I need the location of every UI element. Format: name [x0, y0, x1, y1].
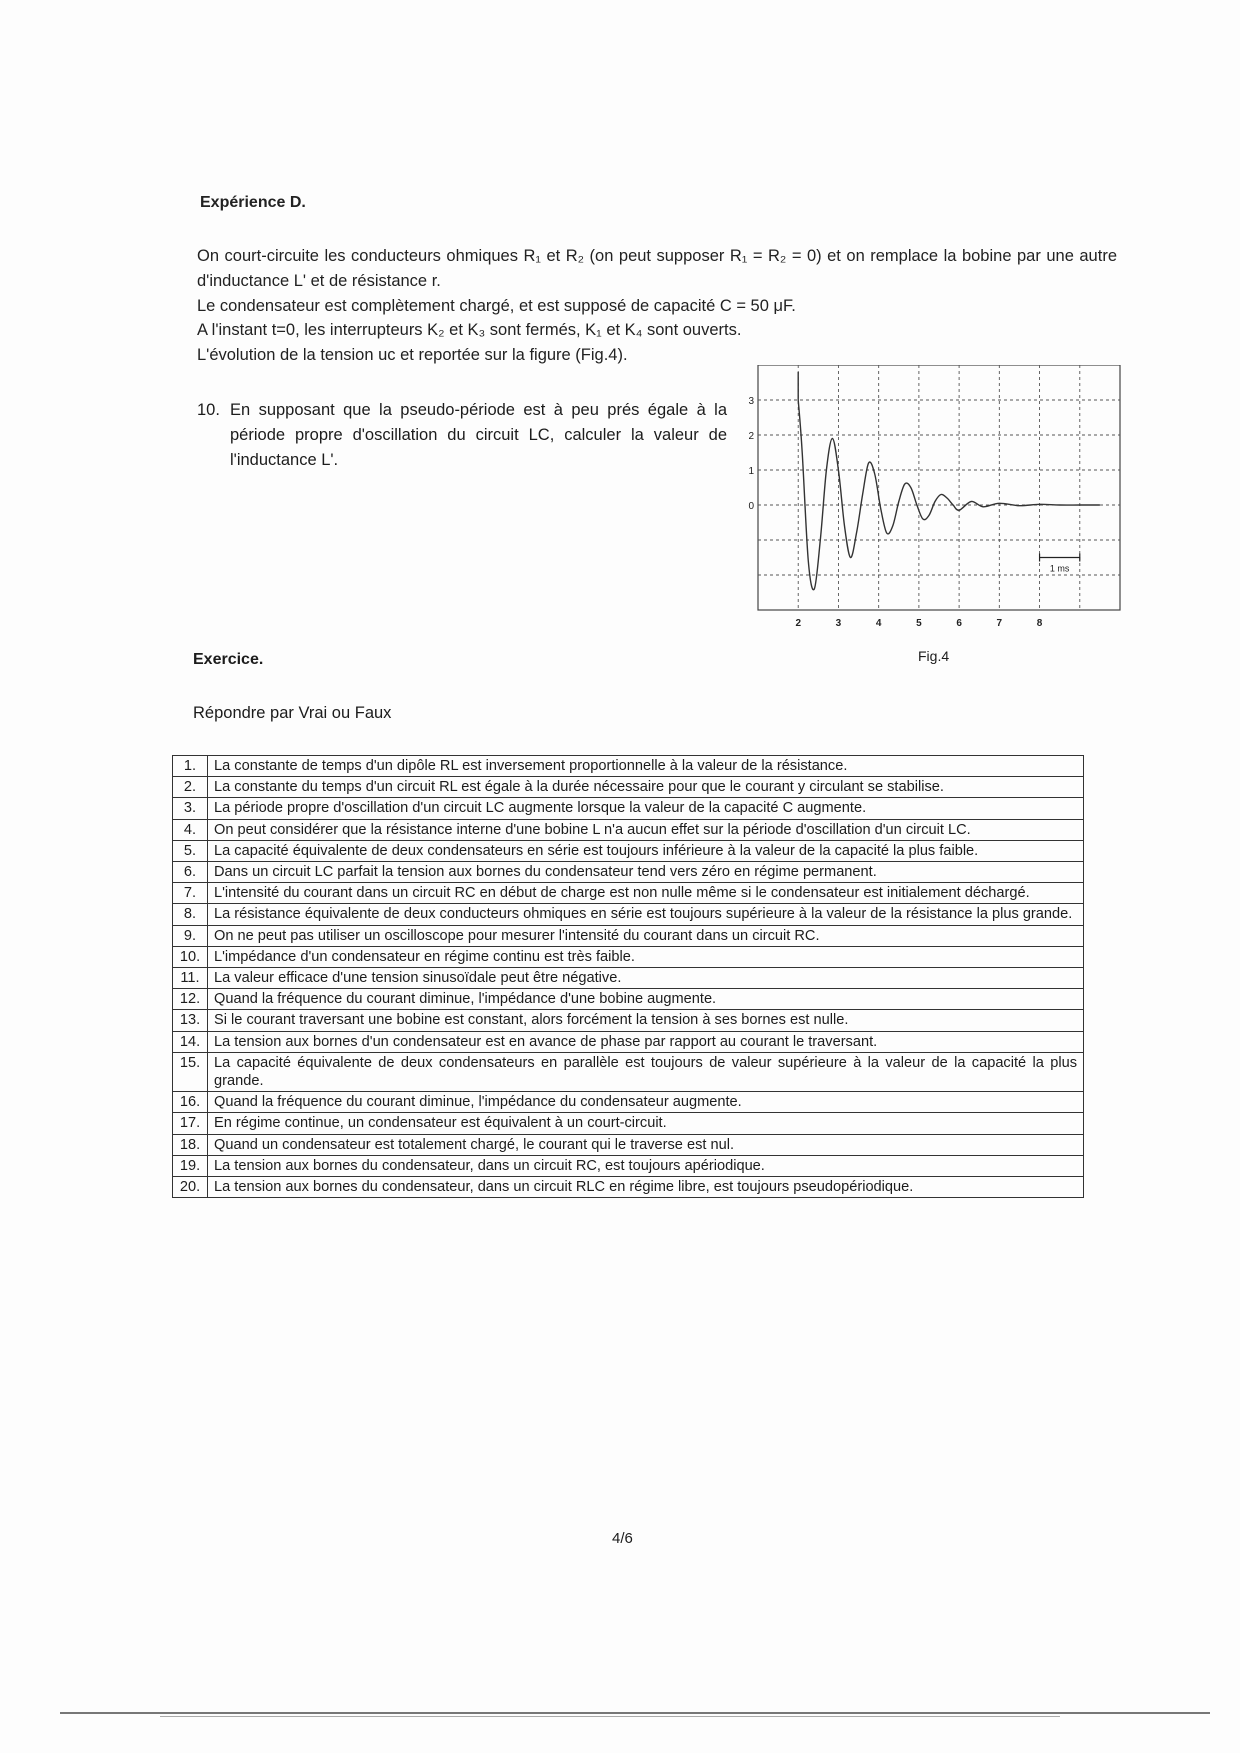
chart-scale-bar-label: 1 ms [1049, 563, 1070, 574]
statement-number: 3. [173, 798, 208, 819]
statement-text: La constante du temps d'un circuit RL est égale à la durée nécessaire pour que le courant y circulant se stabilise. [208, 777, 1084, 798]
figure-4-chart [738, 365, 1128, 640]
statement-text: Si le courant traversant une bobine est constant, alors forcément la tension à ses bornes est nulle. [208, 1010, 1084, 1031]
chart-x-ticks [795, 618, 1042, 629]
statement-text: L'intensité du courant dans un circuit RC en début de charge est non nulle même si le condensateur est initialement déchargé. [208, 883, 1084, 904]
statement-number: 4. [173, 819, 208, 840]
statement-number: 11. [173, 968, 208, 989]
statement-text: La capacité équivalente de deux condensateurs en parallèle est toujours de valeur supérieure à la valeur de la capacité la plus grande. [208, 1052, 1084, 1091]
statement-number: 10. [173, 946, 208, 967]
statement-text: On peut considérer que la résistance interne d'une bobine L n'a aucun effet sur la période d'oscillation d'un circuit LC. [208, 819, 1084, 840]
chart-x-tick-label: 4 [875, 618, 882, 629]
statement-number: 16. [173, 1092, 208, 1113]
table-row [173, 925, 1084, 946]
chart-x-tick-label: 5 [916, 618, 922, 629]
statement-number: 1. [173, 756, 208, 777]
statement-text: En régime continue, un condensateur est équivalent à un court-circuit. [208, 1113, 1084, 1134]
table-row [173, 798, 1084, 819]
paragraph-line1: On court-circuite les conducteurs ohmiques R₁ et R₂ (on peut supposer R₁ = R₂ = 0) et on remplace la bobine par une autre d'inductance L' et de résistance r. [197, 247, 1117, 290]
table-row [173, 1052, 1084, 1091]
statement-number: 5. [173, 840, 208, 861]
chart-x-tick-label: 2 [795, 618, 802, 629]
statement-number: 6. [173, 862, 208, 883]
page-number: 4/6 [612, 1530, 633, 1547]
chart-y-tick-label: 1 [748, 466, 754, 477]
scan-edge-line-secondary [160, 1716, 1060, 1717]
table-row [173, 840, 1084, 861]
chart-y-ticks [748, 396, 754, 512]
chart-y-tick-label: 3 [748, 396, 754, 407]
statement-text: La résistance équivalente de deux conducteurs ohmiques en série est toujours supérieure à la valeur de la résistance la plus grande. [208, 904, 1084, 925]
statement-number: 2. [173, 777, 208, 798]
statement-number: 18. [173, 1134, 208, 1155]
table-row [173, 946, 1084, 967]
table-row [173, 904, 1084, 925]
experience-title: Expérience D. [200, 194, 306, 211]
paragraph-line3: A l'instant t=0, les interrupteurs K₂ et K₃ sont fermés, K₁ et K₄ sont ouverts. [197, 321, 742, 339]
table-row [173, 1113, 1084, 1134]
table-row [173, 1177, 1084, 1198]
statement-number: 7. [173, 883, 208, 904]
exercise-title: Exercice. [193, 651, 264, 668]
statement-text: La valeur efficace d'une tension sinusoïdale peut être négative. [208, 968, 1084, 989]
statement-text: La tension aux bornes du condensateur, dans un circuit RC, est toujours apériodique. [208, 1155, 1084, 1176]
chart-scale-bar [1040, 554, 1080, 574]
table-row [173, 1092, 1084, 1113]
statement-text: La capacité équivalente de deux condensateurs en série est toujours inférieure à la valeur de la capacité la plus faible. [208, 840, 1084, 861]
chart-x-tick-label: 7 [996, 618, 1003, 629]
question-10-text: En supposant que la pseudo-période est à peu prés égale à la période propre d'oscillation du circuit LC, calculer la valeur de l'inductance L'. [230, 401, 727, 469]
scan-edge-line [60, 1712, 1210, 1714]
statement-number: 20. [173, 1177, 208, 1198]
instruction: Répondre par Vrai ou Faux [193, 704, 392, 722]
table-row [173, 1010, 1084, 1031]
statements-table [172, 755, 1084, 1198]
paragraph-line4: L'évolution de la tension uc et reportée sur la figure (Fig.4). [197, 346, 628, 364]
question-10 [197, 398, 727, 473]
statement-text: Quand la fréquence du courant diminue, l'impédance du condensateur augmente. [208, 1092, 1084, 1113]
statement-text: Dans un circuit LC parfait la tension aux bornes du condensateur tend vers zéro en régime permanent. [208, 862, 1084, 883]
table-row [173, 1031, 1084, 1052]
table-row [173, 1134, 1084, 1155]
table-row [173, 989, 1084, 1010]
table-row [173, 883, 1084, 904]
table-row [173, 862, 1084, 883]
paragraph-line2: Le condensateur est complètement chargé, et est supposé de capacité C = 50 μF. [197, 297, 796, 315]
table-row [173, 819, 1084, 840]
statement-number: 8. [173, 904, 208, 925]
statement-number: 17. [173, 1113, 208, 1134]
table-row [173, 777, 1084, 798]
statement-number: 12. [173, 989, 208, 1010]
chart-x-tick-label: 6 [956, 618, 962, 629]
statement-number: 13. [173, 1010, 208, 1031]
statement-text: La période propre d'oscillation d'un circuit LC augmente lorsque la valeur de la capacité C augmente. [208, 798, 1084, 819]
statement-number: 9. [173, 925, 208, 946]
statement-text: Quand un condensateur est totalement chargé, le courant qui le traverse est nul. [208, 1134, 1084, 1155]
table-row [173, 1155, 1084, 1176]
chart-x-tick-label: 3 [835, 618, 842, 629]
chart-y-tick-label: 0 [748, 501, 754, 512]
table-row [173, 756, 1084, 777]
statement-text: La constante de temps d'un dipôle RL est inversement proportionnelle à la valeur de la résistance. [208, 756, 1084, 777]
statement-text: La tension aux bornes d'un condensateur est en avance de phase par rapport au courant le traversant. [208, 1031, 1084, 1052]
figure-caption: Fig.4 [918, 648, 950, 664]
table-row [173, 968, 1084, 989]
statement-number: 19. [173, 1155, 208, 1176]
statement-text: L'impédance d'un condensateur en régime continu est très faible. [208, 946, 1084, 967]
statement-number: 15. [173, 1052, 208, 1091]
statement-text: Quand la fréquence du courant diminue, l'impédance d'une bobine augmente. [208, 989, 1084, 1010]
statement-text: On ne peut pas utiliser un oscilloscope pour mesurer l'intensité du courant dans un circuit RC. [208, 925, 1084, 946]
question-10-number: 10. [197, 401, 220, 419]
statement-number: 14. [173, 1031, 208, 1052]
chart-y-tick-label: 2 [748, 431, 754, 442]
chart-x-tick-label: 8 [1036, 618, 1043, 629]
statement-text: La tension aux bornes du condensateur, dans un circuit RLC en régime libre, est toujours pseudopériodique. [208, 1177, 1084, 1198]
